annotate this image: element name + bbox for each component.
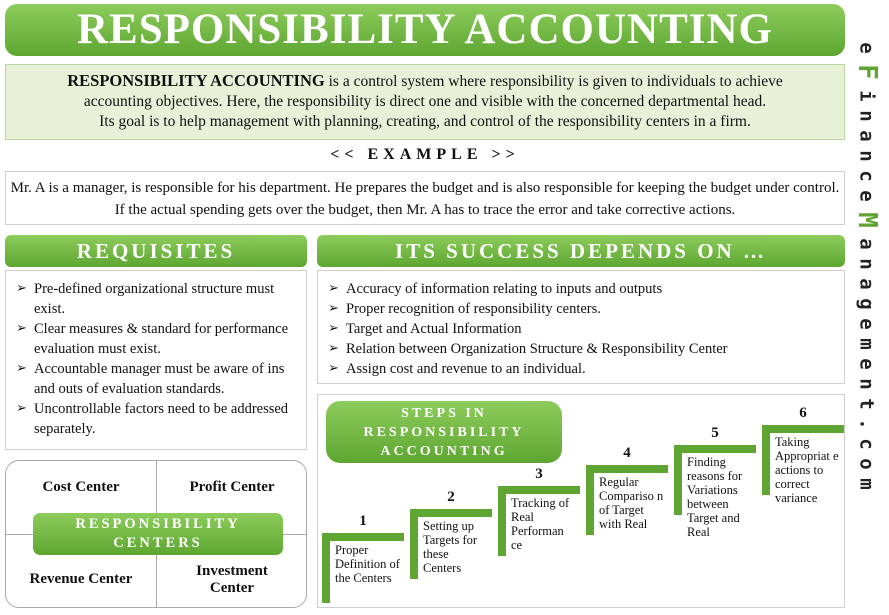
definition-line-1 (6, 71, 844, 92)
step-stem (586, 465, 594, 535)
brand-letter: e (855, 358, 878, 370)
requisites-box (5, 270, 307, 450)
step-stem (762, 425, 770, 495)
brand-letter: c (855, 438, 878, 450)
success-box (317, 270, 845, 384)
brand-letter: n (855, 150, 878, 162)
definition-term: RESPONSIBILITY ACCOUNTING (67, 71, 325, 90)
brand-letter: e (855, 318, 878, 330)
list-item: ➢ Clear measures & standard for performance evaluation must exist. (16, 319, 298, 359)
step-text: Setting up Targets for these Centers (423, 519, 478, 575)
brand-letter: t (855, 398, 878, 410)
step-text: Finding reasons for Variations between Target and Real (687, 455, 743, 539)
brand-letter: M (852, 212, 882, 228)
brand-watermark (850, 38, 884, 578)
step-number: 3 (535, 466, 543, 482)
step-bar (586, 465, 668, 473)
requisites-list (16, 279, 298, 439)
brand-letter: a (855, 238, 878, 250)
investment-center-line-1: Investment (196, 563, 268, 579)
step-number: 6 (799, 405, 807, 421)
example-text: Mr. A is a manager, is responsible for his department. He prepares the budget and is also responsible for keeping the budget under control. If the actual spending gets over the budget, then Mr. A has to trace the error and take corrective actions. (5, 171, 845, 225)
list-item: ➢ Pre-defined organizational structure must exist. (16, 279, 298, 319)
brand-letter: c (855, 170, 878, 182)
list-item: ➢ Proper recognition of responsibility centers. (328, 299, 836, 319)
step-bar (322, 533, 404, 541)
step-text: Proper Definition of the Centers (335, 543, 400, 585)
steps-title-line-1: STEPS IN (401, 406, 487, 421)
centers-title-badge (33, 513, 283, 555)
definition-line-3: Its goal is to help management with planning, creating, and control of the responsibility centers in a firm. (99, 113, 751, 130)
list-item: ➢ Assign cost and revenue to an individual. (328, 359, 836, 379)
cost-center-label: Cost Center (42, 479, 120, 495)
investment-center-line-2: Center (209, 580, 255, 596)
step-number: 5 (711, 425, 719, 441)
brand-letter: n (855, 378, 878, 390)
step-bar (762, 425, 844, 433)
brand-letter: a (855, 130, 878, 142)
steps-title-line-2: RESPONSIBILITY (363, 425, 525, 440)
list-item: ➢ Uncontrollable factors need to be addressed separately. (16, 399, 298, 439)
steps-title-badge (326, 401, 562, 463)
list-item: ➢ Accountable manager must be aware of ins and outs of evaluation standards. (16, 359, 298, 399)
step-bar (498, 486, 580, 494)
brand-letter: e (855, 190, 878, 202)
definition-box (5, 64, 845, 140)
steps-diagram (317, 394, 845, 608)
revenue-center-label: Revenue Center (29, 571, 133, 587)
centers-title-line-1: RESPONSIBILITY (75, 516, 241, 532)
brand-letter: . (855, 418, 878, 430)
list-item: ➢ Target and Actual Information (328, 319, 836, 339)
step-number: 1 (359, 513, 367, 529)
step-stem (674, 445, 682, 515)
step-bar (674, 445, 756, 453)
step-stem (498, 486, 506, 556)
responsibility-centers-diagram (5, 460, 307, 608)
brand-letter: n (855, 110, 878, 122)
list-item: ➢ Relation between Organization Structure & Responsibility Center (328, 339, 836, 359)
step-bar (410, 509, 492, 517)
step-stem (410, 509, 418, 579)
investment-center-label (166, 563, 298, 597)
step-number: 4 (623, 445, 631, 461)
brand-letter: F (852, 64, 882, 80)
definition-text: is a control system where responsibility is given to individuals to achieve (324, 73, 783, 90)
definition-line-2: accounting objectives. Here, the responsibility is direct one and visible with the concerned departmental head. (83, 93, 767, 110)
profit-center-label: Profit Center (189, 479, 275, 495)
brand-letter: e (855, 42, 878, 54)
requisites-heading: REQUISITES (5, 235, 307, 267)
step-number: 2 (447, 489, 455, 505)
steps-title-line-3: ACCOUNTING (380, 444, 508, 459)
step-text: Tracking of Real Performan ce (511, 496, 570, 552)
brand-letter: m (855, 338, 878, 350)
brand-letter: a (855, 278, 878, 290)
list-item: ➢ Accuracy of information relating to inputs and outputs (328, 279, 836, 299)
brand-letter: n (855, 258, 878, 270)
brand-letter: m (855, 478, 878, 490)
success-list (328, 279, 836, 379)
centers-title-line-2: CENTERS (113, 535, 203, 551)
step-text: Taking Appropriat e actions to correct variance (775, 435, 839, 505)
success-heading: ITS SUCCESS DEPENDS ON … (317, 235, 845, 267)
brand-letter: i (855, 90, 878, 102)
step-text: Regular Compariso n of Target with Real (599, 475, 664, 531)
brand-letter: g (855, 298, 878, 310)
example-heading: << EXAMPLE >> (330, 146, 520, 163)
brand-letter: o (855, 458, 878, 470)
page-title: RESPONSIBILITY ACCOUNTING (5, 4, 845, 56)
step-stem (322, 533, 330, 603)
